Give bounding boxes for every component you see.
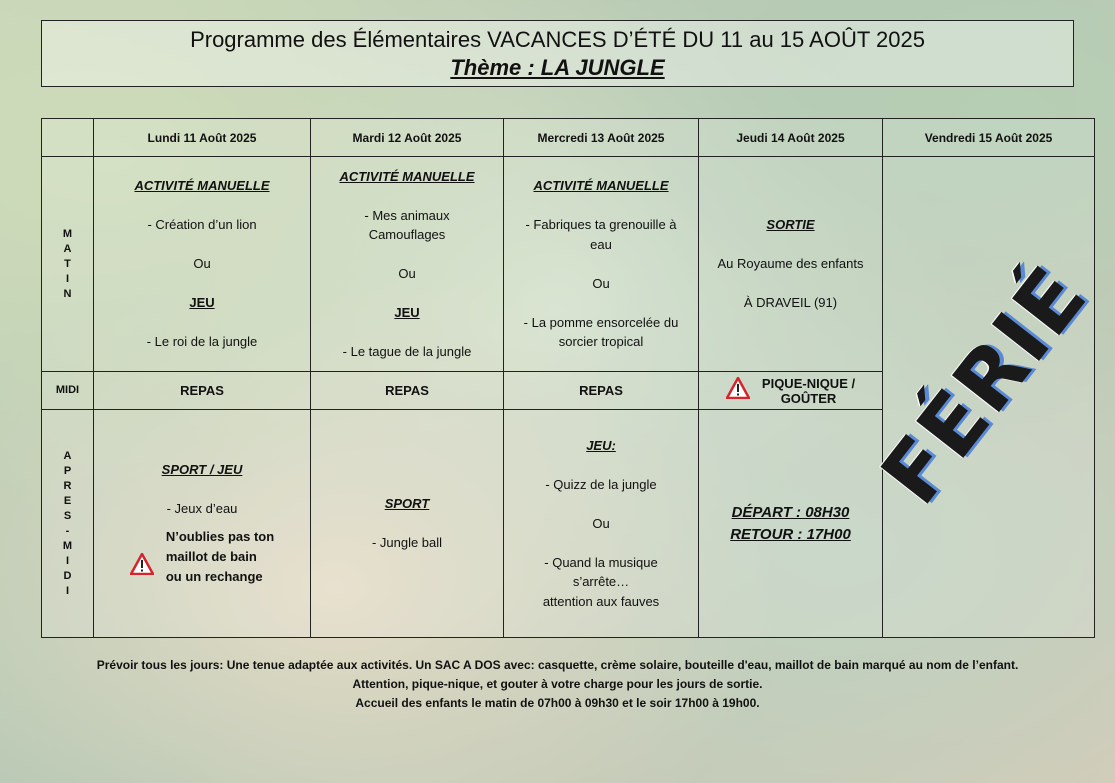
day-header-jeudi: Jeudi 14 Août 2025 [699, 119, 883, 157]
outing-text: À DRAVEIL (91) [743, 295, 838, 311]
days-header-row [42, 119, 1095, 157]
activity-item: - Fabriques ta grenouille à [525, 217, 677, 233]
midi-mardi: REPAS [311, 372, 504, 410]
activity-heading: SORTIE [766, 217, 815, 233]
row-label-midi: MIDI [42, 372, 94, 410]
footer-line: Prévoir tous les jours: Une tenue adaptée aux activités. Un SAC A DOS avec: casquette, crème solaire, bouteille d'eau, maillot de bain marqué au nom de l’enfant. [96, 658, 1019, 672]
footer-line: Attention, pique-nique, et gouter à votre charge pour les jours de sortie. [352, 677, 763, 691]
apres-midi-jeudi [699, 410, 883, 638]
activity-heading: ACTIVITÉ MANUELLE [134, 178, 270, 194]
footer-line: Accueil des enfants le matin de 07h00 à 09h30 et le soir 17h00 à 19h00. [355, 696, 760, 710]
header-box [41, 20, 1074, 87]
matin-jeudi [699, 157, 883, 372]
activity-item: - La pomme ensorcelée du [523, 314, 679, 330]
picnic-text: PIQUE-NIQUE / [761, 375, 856, 391]
picnic-text: GOÛTER [780, 390, 837, 406]
departure-time: DÉPART : 08H30 [731, 503, 850, 521]
day-header-vendredi: Vendredi 15 Août 2025 [883, 119, 1095, 157]
vendredi-column [883, 157, 1095, 638]
letter: - [65, 524, 70, 537]
return-time: RETOUR : 17H00 [730, 525, 851, 543]
activity-item: - Création d’un lion [147, 217, 257, 233]
letter: M [62, 539, 73, 552]
midi-jeudi [699, 372, 883, 410]
letter: I [65, 584, 70, 597]
row-label-apres-midi [42, 410, 94, 638]
midi-mercredi: REPAS [504, 372, 699, 410]
activity-item: s’arrête… [572, 574, 630, 590]
apres-midi-mardi [311, 410, 504, 638]
or-text: Ou [398, 266, 416, 281]
reminder-text: maillot de bain [165, 548, 257, 564]
apres-midi-mercredi [504, 410, 699, 638]
row-label-matin [42, 157, 94, 372]
warning-triangle-icon [726, 377, 750, 404]
or-text: Ou [592, 515, 610, 531]
activity-heading: SPORT [384, 496, 430, 512]
activity-heading: JEU: [586, 437, 616, 453]
activity-item: - Jeux d’eau [166, 501, 238, 517]
activity-heading: JEU [189, 295, 215, 311]
letter: R [63, 479, 72, 492]
day-header-lundi: Lundi 11 Août 2025 [94, 119, 311, 157]
ferie-text: FÉRIÉ [863, 248, 1107, 522]
matin-mardi [311, 157, 504, 372]
matin-lundi [94, 157, 311, 372]
matin-mercredi [504, 157, 699, 372]
activity-item: eau [590, 236, 612, 252]
reminder-text: ou un rechange [165, 568, 263, 584]
letter: N [63, 287, 72, 300]
activity-item: sorcier tropical [558, 334, 644, 350]
letter: P [63, 464, 72, 477]
warning-triangle-icon [130, 553, 154, 581]
letter: I [65, 554, 70, 567]
letter: D [63, 569, 72, 582]
activity-heading: SPORT / JEU [161, 462, 243, 478]
letter: A [63, 242, 72, 255]
activity-heading: ACTIVITÉ MANUELLE [533, 178, 669, 194]
swimsuit-reminder [98, 527, 306, 587]
or-text: Ou [592, 275, 610, 291]
activity-item: attention aux fauves [542, 593, 660, 609]
corner-cell [42, 119, 94, 157]
page-title: Programme des Élémentaires VACANCES D’ÉTÉ DU 11 au 15 AOÛT 2025 [190, 27, 925, 52]
theme-title: Thème : LA JUNGLE [450, 55, 665, 80]
activity-item: - Quizz de la jungle [545, 476, 657, 492]
activity-heading: ACTIVITÉ MANUELLE [339, 168, 475, 184]
activity-item: Camouflages [368, 227, 446, 242]
program-table [41, 118, 1095, 638]
matin-row [42, 157, 1095, 372]
activity-item: - Le roi de la jungle [146, 334, 258, 350]
or-text: Ou [193, 256, 211, 272]
letter: T [64, 257, 71, 270]
activity-item: - Mes animaux [364, 207, 450, 223]
midi-lundi: REPAS [94, 372, 311, 410]
apres-midi-lundi [94, 410, 311, 638]
letter: M [62, 227, 73, 240]
outing-text: Au Royaume des enfants [717, 256, 864, 272]
activity-item: - Quand la musique [544, 554, 658, 570]
day-header-mercredi: Mercredi 13 Août 2025 [504, 119, 699, 157]
letter: I [65, 272, 70, 285]
letter: S [63, 509, 72, 522]
letter: E [63, 494, 72, 507]
letter: A [63, 449, 72, 462]
footer-notes [0, 656, 1115, 713]
day-header-mardi: Mardi 12 Août 2025 [311, 119, 504, 157]
activity-item: - Jungle ball [371, 535, 443, 551]
activity-item: - Le tague de la jungle [342, 344, 472, 359]
activity-heading: JEU [394, 305, 420, 320]
reminder-text: N’oublies pas ton [165, 528, 275, 544]
